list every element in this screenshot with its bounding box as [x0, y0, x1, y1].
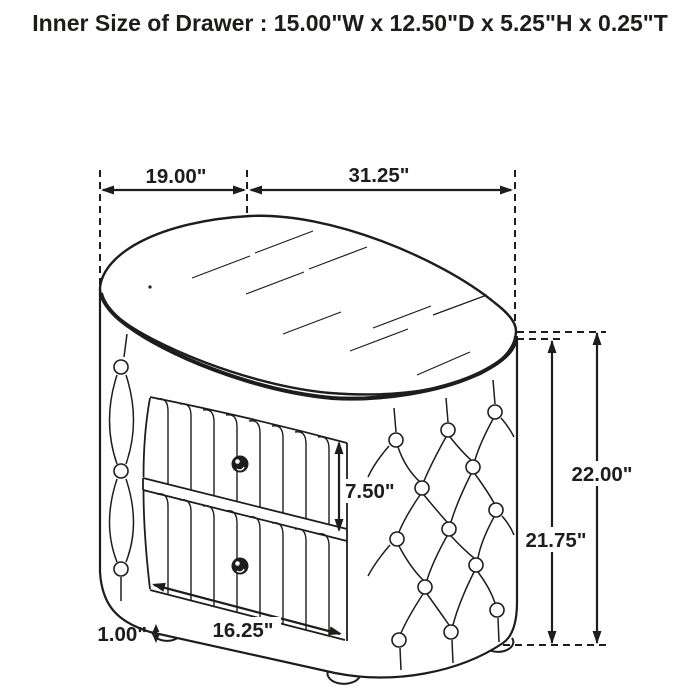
tufting-button [114, 464, 128, 478]
tufting-button [389, 433, 403, 447]
tufting-button [444, 625, 458, 639]
tufting-button [114, 360, 128, 374]
arrowhead-icon [500, 186, 513, 195]
tufting-button [469, 558, 483, 572]
arrowhead-icon [233, 186, 246, 195]
tufting-button [114, 562, 128, 576]
body-height-label: 21.75" [525, 529, 587, 552]
arrowhead-icon [593, 332, 602, 345]
tufting-button [415, 481, 429, 495]
drawer1-knob-icon [232, 456, 249, 473]
tufting-button [489, 503, 503, 517]
overall-height-label: 22.00" [571, 463, 633, 486]
tufting-button [392, 633, 406, 647]
depth-dimension-label: 19.00" [145, 165, 207, 188]
tufting-button [390, 532, 404, 546]
arrowhead-icon [593, 631, 602, 644]
drawer2-knob-icon [232, 558, 249, 575]
tufting-button [488, 405, 502, 419]
tufting-button [442, 522, 456, 536]
arrowhead-icon [548, 340, 557, 353]
tufting-button [418, 580, 432, 594]
glass-speck [148, 285, 151, 288]
tufting-button [490, 603, 504, 617]
page-title: Inner Size of Drawer : 15.00"W x 12.50"D x 5.25"H x 0.25"T [32, 10, 668, 36]
width-dimension-label: 31.25" [348, 164, 410, 187]
arrowhead-icon [101, 186, 114, 195]
arrowhead-icon [548, 631, 557, 644]
arrowhead-icon [249, 186, 262, 195]
nightstand-drawing [100, 216, 517, 684]
foot-height-label: 1.00" [97, 623, 147, 646]
tufting-button [466, 460, 480, 474]
drawer-width-label: 16.25" [212, 619, 274, 642]
tufting-button [441, 423, 455, 437]
drawer-height-label: 7.50" [345, 480, 395, 503]
height-dimension-group [503, 332, 638, 645]
